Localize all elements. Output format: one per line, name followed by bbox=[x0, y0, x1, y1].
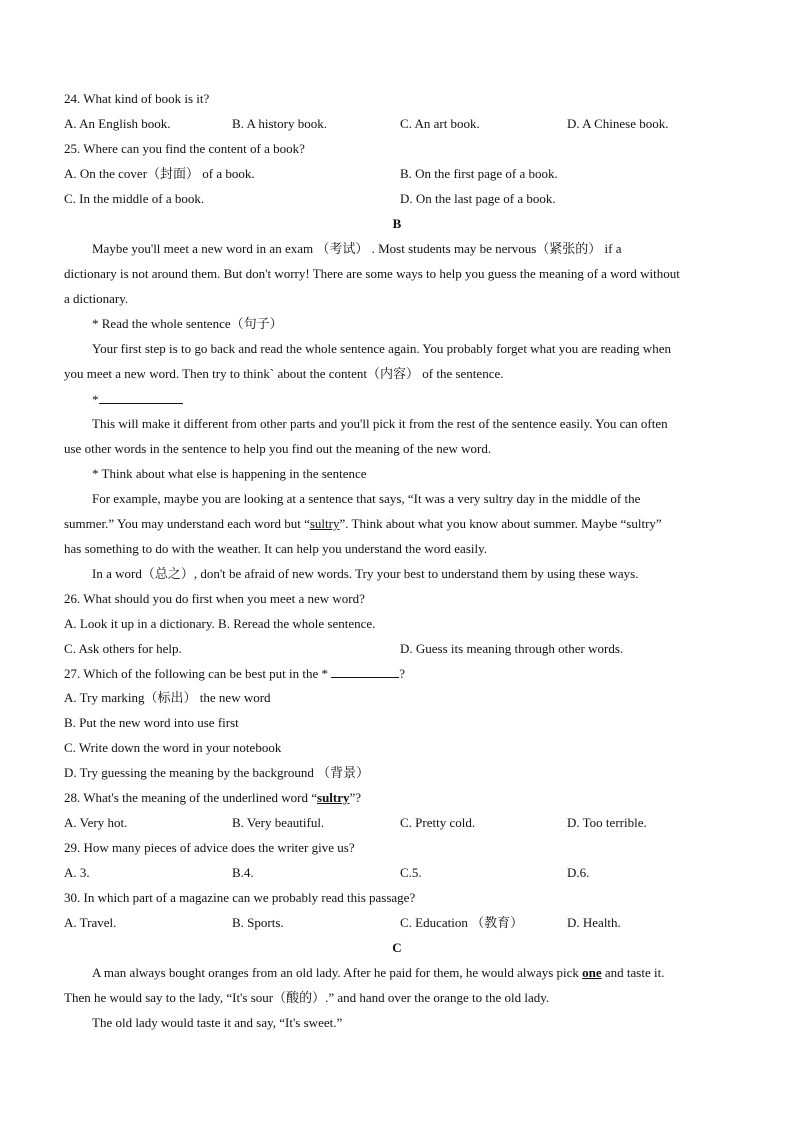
p4-line2-text-a: summer.” You may understand each word but “ bbox=[64, 516, 310, 531]
heading-2-star: * bbox=[92, 392, 99, 407]
passage-c-line3: The old lady would taste it and say, “It's sweet.” bbox=[92, 1015, 343, 1030]
q27-blank bbox=[331, 665, 399, 678]
q29-stem: 29. How many pieces of advice does the writer give us? bbox=[64, 840, 355, 855]
underlined-word-one: one bbox=[582, 965, 602, 980]
q24-option-c: C. An art book. bbox=[400, 116, 480, 131]
underlined-word-sultry: sultry bbox=[309, 516, 340, 531]
q25-option-d: D. On the last page of a book. bbox=[400, 191, 556, 206]
passage-b-p4-line3: has something to do with the weather. It can help you understand the word easily. bbox=[64, 541, 488, 556]
q30-option-d: D. Health. bbox=[567, 915, 621, 930]
q28-option-d: D. Too terrible. bbox=[567, 815, 647, 830]
q28-stem-b: ”? bbox=[349, 790, 362, 805]
q30-stem: 30. In which part of a magazine can we probably read this passage? bbox=[64, 890, 416, 905]
q29-option-c: C.5. bbox=[400, 865, 422, 880]
q24-option-d: D. A Chinese book. bbox=[567, 116, 669, 131]
q26-stem: 26. What should you do first when you meet a new word? bbox=[64, 591, 365, 606]
passage-b-p5: In a word（总之）, don't be afraid of new words. Try your best to understand them by using these ways. bbox=[92, 566, 639, 581]
q28-stem-a: 28. What's the meaning of the underlined word “ bbox=[64, 790, 318, 805]
q25-option-a: A. On the cover（封面） of a book. bbox=[64, 166, 255, 181]
q25-stem: 25. Where can you find the content of a book? bbox=[64, 141, 305, 156]
q26-option-c: C. Ask others for help. bbox=[64, 641, 182, 656]
passage-c-line1-b: and taste it. bbox=[601, 965, 665, 980]
q27-stem bbox=[64, 665, 405, 682]
q26-option-ab: A. Look it up in a dictionary. B. Reread the whole sentence. bbox=[64, 616, 376, 631]
section-b-heading: B bbox=[392, 216, 402, 231]
q27-option-d: D. Try guessing the meaning by the background （背景） bbox=[64, 765, 370, 780]
q24-option-b: B. A history book. bbox=[232, 116, 327, 131]
passage-b-p1-line2: dictionary is not around them. But don't worry! There are some ways to help you guess the meaning of a word without bbox=[64, 266, 680, 281]
passage-b-p1-line3: a dictionary. bbox=[64, 291, 129, 306]
q27-option-a: A. Try marking（标出） the new word bbox=[64, 690, 271, 705]
passage-b-p1-line1: Maybe you'll meet a new word in an exam （考试） . Most students may be nervous（紧张的） if a bbox=[92, 241, 622, 256]
q27-stem-end: ? bbox=[399, 666, 406, 681]
passage-b-p4-line1: For example, maybe you are looking at a sentence that says, “It was a very sultry day in the middle of the bbox=[92, 491, 641, 506]
q29-option-a: A. 3. bbox=[64, 865, 90, 880]
passage-b-heading-3: * Think about what else is happening in the sentence bbox=[92, 466, 367, 481]
q30-option-a: A. Travel. bbox=[64, 915, 117, 930]
q24-stem: 24. What kind of book is it? bbox=[64, 91, 210, 106]
q29-option-d: D.6. bbox=[567, 865, 590, 880]
q28-option-a: A. Very hot. bbox=[64, 815, 128, 830]
q28-underlined-word: sultry bbox=[317, 790, 350, 805]
passage-b-p4-line2 bbox=[64, 516, 662, 532]
q28-option-b: B. Very beautiful. bbox=[232, 815, 325, 830]
q25-option-c: C. In the middle of a book. bbox=[64, 191, 205, 206]
q30-option-c: C. Education （教育） bbox=[400, 915, 524, 930]
q27-option-b: B. Put the new word into use first bbox=[64, 715, 239, 730]
q29-option-b: B.4. bbox=[232, 865, 254, 880]
passage-b-p3-line1: This will make it different from other parts and you'll pick it from the rest of the sentence easily. You can often bbox=[92, 416, 668, 431]
q30-option-b: B. Sports. bbox=[232, 915, 284, 930]
passage-b-p2-line1: Your first step is to go back and read the whole sentence again. You probably forget what you are reading when bbox=[92, 341, 671, 356]
q27-stem-text: 27. Which of the following can be best put in the * bbox=[64, 666, 329, 681]
q27-option-c: C. Write down the word in your notebook bbox=[64, 740, 282, 755]
q28-option-c: C. Pretty cold. bbox=[400, 815, 476, 830]
q28-stem bbox=[64, 790, 361, 806]
passage-c-line1 bbox=[92, 965, 664, 981]
heading-2-blank bbox=[99, 391, 183, 404]
q26-option-d: D. Guess its meaning through other words. bbox=[400, 641, 624, 656]
passage-b-p3-line2: use other words in the sentence to help you find out the meaning of the new word. bbox=[64, 441, 492, 456]
section-c-heading: C bbox=[392, 940, 402, 955]
q25-option-b: B. On the first page of a book. bbox=[400, 166, 558, 181]
passage-b-heading-1: * Read the whole sentence（句子） bbox=[92, 316, 283, 331]
p4-line2-text-b: ”. Think about what you know about summer. Maybe “sultry” bbox=[339, 516, 662, 531]
passage-c-line1-a: A man always bought oranges from an old lady. After he paid for them, he would always pick bbox=[92, 965, 583, 980]
passage-b-heading-2 bbox=[92, 391, 183, 408]
q24-option-a: A. An English book. bbox=[64, 116, 171, 131]
passage-c-line2: Then he would say to the lady, “It's sour（酸的）.” and hand over the orange to the old lady. bbox=[64, 990, 550, 1005]
passage-b-p2-line2: you meet a new word. Then try to think` about the content（内容） of the sentence. bbox=[64, 366, 504, 381]
